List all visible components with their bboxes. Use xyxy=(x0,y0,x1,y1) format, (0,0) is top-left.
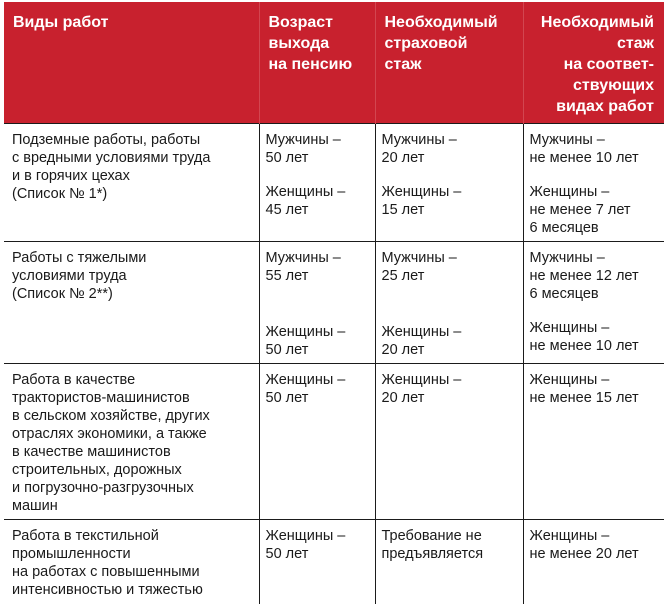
cell-line: 6 месяцев xyxy=(529,220,599,236)
table-body xyxy=(4,124,664,604)
header-line: стаж xyxy=(384,56,422,73)
header-line: ствующих xyxy=(573,77,654,94)
header-line: страховой xyxy=(384,35,468,52)
table-row xyxy=(4,364,664,520)
cell-line: Женщины – xyxy=(265,184,346,200)
cell-line: Требование не xyxy=(381,528,482,544)
cell-line: Мужчины – xyxy=(265,250,341,266)
cell-line: (Список № 1*) xyxy=(12,186,108,202)
insurance-experience-cell xyxy=(375,124,523,242)
cell-line: Работы с тяжелыми xyxy=(12,250,147,266)
header-line: Виды работ xyxy=(13,14,109,31)
cell-line: Женщины – xyxy=(381,324,462,340)
cell-line: 15 лет xyxy=(381,202,425,218)
cell-line: не менее 7 лет xyxy=(529,202,631,218)
insurance-experience-cell xyxy=(375,364,523,520)
header-line: на соответ- xyxy=(563,56,654,73)
cell-line: не менее 20 лет xyxy=(529,546,639,562)
retirement-age-cell xyxy=(259,364,375,520)
cell-line: Женщины – xyxy=(529,528,610,544)
header-line: видах работ xyxy=(556,98,654,115)
cell-line: Женщины – xyxy=(529,372,610,388)
cell-line: 50 лет xyxy=(265,390,309,406)
cell-line: в качестве машинистов xyxy=(12,444,171,460)
insurance-experience-cell xyxy=(375,520,523,604)
cell-line: на работах с повышенными xyxy=(12,564,200,580)
cell-line: Мужчины – xyxy=(529,250,605,266)
cell-line: Женщины – xyxy=(265,372,346,388)
cell-line: Мужчины – xyxy=(381,132,457,148)
table-header xyxy=(4,2,664,124)
retirement-age-cell xyxy=(259,520,375,604)
cell-line: 6 месяцев xyxy=(529,286,599,302)
cell-line: и погрузочно-разгрузочных xyxy=(12,480,194,496)
cell-line: 55 лет xyxy=(265,268,309,284)
cell-line: 20 лет xyxy=(381,150,425,166)
retirement-age-cell xyxy=(259,242,375,364)
table-row xyxy=(4,124,664,242)
cell-line: 50 лет xyxy=(265,150,309,166)
retirement-age-cell xyxy=(259,124,375,242)
cell-line: Мужчины – xyxy=(265,132,341,148)
cell-line: Работа в качестве xyxy=(12,372,136,388)
cell-line: с вредными условиями труда xyxy=(12,150,211,166)
work-type-cell xyxy=(4,242,259,364)
cell-line: Женщины – xyxy=(381,372,462,388)
cell-line: Женщины – xyxy=(529,320,610,336)
cell-line: 20 лет xyxy=(381,390,425,406)
cell-line: интенсивностью и тяжестью xyxy=(12,582,203,598)
cell-line: и в горячих цехах xyxy=(12,168,130,184)
work-type-cell xyxy=(4,520,259,604)
cell-line: в сельском хозяйстве, других xyxy=(12,408,210,424)
cell-line: (Список № 2**) xyxy=(12,286,113,302)
work-type-cell xyxy=(4,124,259,242)
cell-line: 50 лет xyxy=(265,342,309,358)
cell-line: отраслях экономики, а также xyxy=(12,426,207,442)
cell-line: 25 лет xyxy=(381,268,425,284)
cell-line: не менее 15 лет xyxy=(529,390,639,406)
cell-line: Работа в текстильной xyxy=(12,528,159,544)
cell-line: Женщины – xyxy=(381,184,462,200)
work-experience-cell xyxy=(523,364,664,520)
header-line: Возраст xyxy=(268,14,333,31)
cell-line: условиями труда xyxy=(12,268,127,284)
header-work-experience xyxy=(523,2,664,124)
cell-line: Женщины – xyxy=(529,184,610,200)
header-row xyxy=(4,2,664,124)
cell-line: машин xyxy=(12,498,58,514)
table-row xyxy=(4,520,664,604)
header-line: Необходимый xyxy=(540,14,654,31)
header-retirement-age xyxy=(259,2,375,124)
header-line: стаж xyxy=(617,35,654,52)
header-work-type xyxy=(4,2,259,124)
table-row xyxy=(4,242,664,364)
pension-table xyxy=(4,2,664,604)
cell-line: Подземные работы, работы xyxy=(12,132,201,148)
work-type-cell xyxy=(4,364,259,520)
work-experience-cell xyxy=(523,520,664,604)
cell-line: не менее 12 лет xyxy=(529,268,639,284)
cell-line: Мужчины – xyxy=(529,132,605,148)
cell-line: строительных, дорожных xyxy=(12,462,182,478)
cell-line: 20 лет xyxy=(381,342,425,358)
header-insurance-experience xyxy=(375,2,523,124)
insurance-experience-cell xyxy=(375,242,523,364)
cell-line: трактористов-машинистов xyxy=(12,390,190,406)
cell-line: 45 лет xyxy=(265,202,309,218)
cell-line: не менее 10 лет xyxy=(529,338,639,354)
cell-line: Женщины – xyxy=(265,528,346,544)
work-experience-cell xyxy=(523,124,664,242)
cell-line: 50 лет xyxy=(265,546,309,562)
cell-line: Женщины – xyxy=(265,324,346,340)
header-line: выхода xyxy=(268,35,330,52)
header-line: на пенсию xyxy=(268,56,353,73)
header-line: Необходимый xyxy=(384,14,498,31)
cell-line: предъявляется xyxy=(381,546,484,562)
cell-line: промышленности xyxy=(12,546,131,562)
work-experience-cell xyxy=(523,242,664,364)
cell-line: не менее 10 лет xyxy=(529,150,639,166)
cell-line: Мужчины – xyxy=(381,250,457,266)
